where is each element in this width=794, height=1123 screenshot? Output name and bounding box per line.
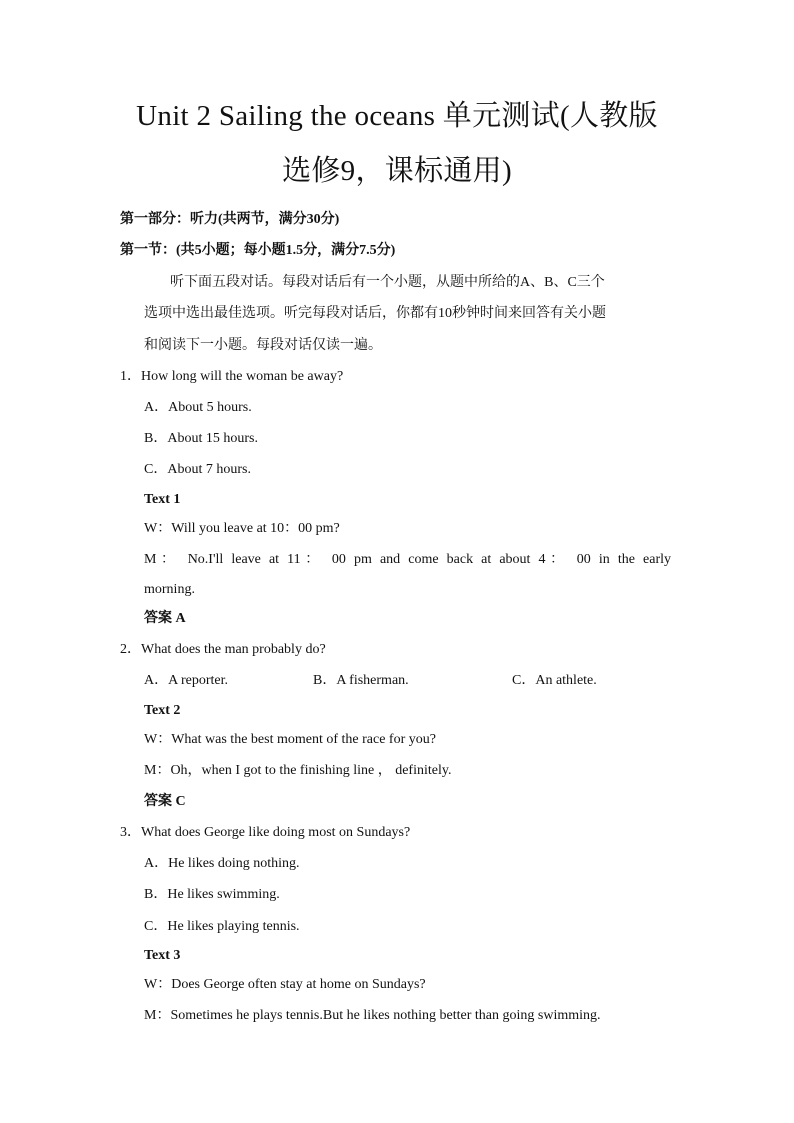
text-2-label: Text 2: [144, 703, 181, 718]
answer-1: 答案 A: [144, 611, 186, 626]
text-1-man-line: M： No.I'll leave at 11： 00 pm and come back at about 4： 00 in the early: [144, 552, 671, 567]
text-3-man-line: M：Sometimes he plays tennis.But he likes nothing better than going swimming.: [144, 1008, 601, 1023]
section1-heading: 第一节：(共5小题；每小题1.5分，满分7.5分): [120, 243, 396, 258]
answer-2: 答案 C: [144, 794, 186, 809]
question-3-option-c: C．He likes playing tennis.: [144, 919, 300, 934]
question-1-option-a: A．About 5 hours.: [144, 400, 252, 415]
instructions-line-1: 听下面五段对话。每段对话后有一个小题，从题中所给的A、B、C三个: [170, 275, 605, 290]
question-2-option-b: B．A fisherman.: [313, 673, 409, 688]
text-2-man-line: M：Oh，when I got to the finishing line ， definitely.: [144, 763, 452, 778]
question-1-option-b: B．About 15 hours.: [144, 431, 258, 446]
text-2-woman-line: W：What was the best moment of the race for you?: [144, 732, 436, 747]
text-3-woman-line: W：Does George often stay at home on Sundays?: [144, 977, 426, 992]
question-1-option-c: C．About 7 hours.: [144, 462, 251, 477]
question-2-option-a: A．A reporter.: [144, 673, 228, 688]
question-3-option-b: B．He likes swimming.: [144, 887, 280, 902]
question-2: 2．What does the man probably do?: [120, 642, 326, 657]
instructions-line-2: 选项中选出最佳选项。听完每段对话后，你都有10秒钟时间来回答有关小题: [144, 306, 606, 321]
part1-heading: 第一部分：听力(共两节，满分30分): [120, 212, 340, 227]
instructions-line-3: 和阅读下一小题。每段对话仅读一遍。: [144, 338, 382, 353]
question-1: 1．How long will the woman be away?: [120, 369, 344, 384]
text-1-woman-line: W：Will you leave at 10：00 pm?: [144, 521, 340, 536]
document-title-line-2: 选修9，课标通用): [282, 155, 512, 187]
question-3: 3．What does George like doing most on Sundays?: [120, 825, 411, 840]
document-title-line-1: Unit 2 Sailing the oceans 单元测试(人教版: [136, 100, 658, 132]
question-2-option-c: C．An athlete.: [512, 673, 597, 688]
text-1-man-line-continued: morning.: [144, 582, 195, 597]
question-3-option-a: A．He likes doing nothing.: [144, 856, 300, 871]
text-3-label: Text 3: [144, 948, 181, 963]
text-1-label: Text 1: [144, 492, 181, 507]
